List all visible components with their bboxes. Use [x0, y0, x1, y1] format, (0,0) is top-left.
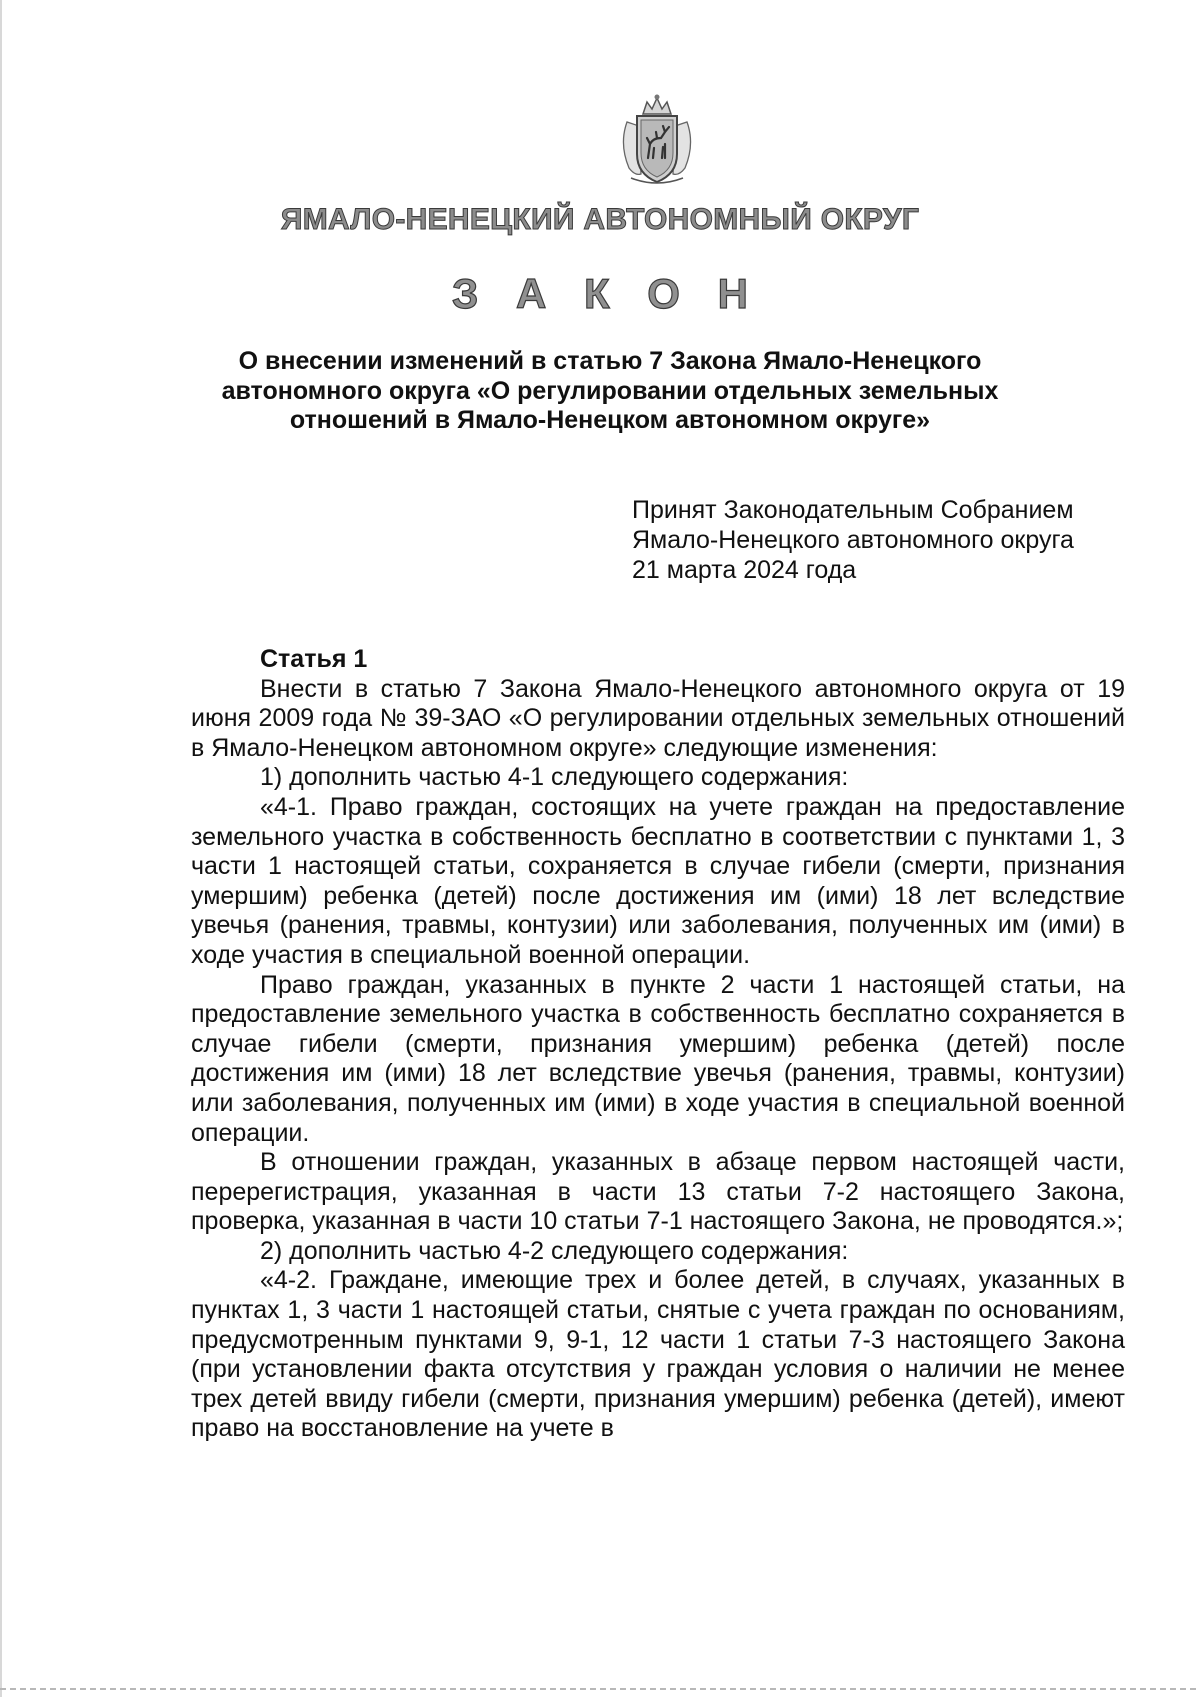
- article-body: [191, 645, 1125, 1444]
- law-title: [190, 347, 1030, 436]
- page-bottom-edge: [0, 1688, 1200, 1690]
- paragraph: 2) дополнить частью 4-2 следующего содержания:: [260, 1236, 849, 1265]
- document-type: З А К О Н: [452, 270, 761, 317]
- paragraph: «4-2. Граждане, имеющие трех и более детей, в случаях, указанных в пунктах 1, 3 части 1 настоящей статьи, снятые с учета граждан по основаниям, предусмотренным пунктами 9, 9-1, 12 части 1 статьи 7-3 настоящего Закона (при установлении факта отсутствия у граждан условия о наличии не менее трех детей ввиду гибели (смерти, признания умершим) ребенка (детей), имеют право на восстановление на учете в: [191, 1266, 1125, 1443]
- adoption-note: [632, 495, 1074, 585]
- adoption-line: Принят Законодательным Собранием: [632, 496, 1074, 524]
- region-title: ЯМАЛО-НЕНЕЦКИЙ АВТОНОМНЫЙ ОКРУГ: [280, 203, 920, 236]
- paragraph: Внести в статью 7 Закона Ямало-Ненецкого автономного округа от 19 июня 2009 года № 39-ЗАО «О регулировании отдельных земельных отношений в Ямало-Ненецком автономном округе» следующие изменения:: [191, 674, 1125, 762]
- coat-of-arms-icon: [617, 92, 697, 188]
- adoption-date: 21 марта 2024 года: [632, 556, 857, 584]
- adoption-line: Ямало-Ненецкого автономного округа: [632, 526, 1074, 554]
- paragraph: «4-1. Право граждан, состоящих на учете граждан на предоставление земельного участка в собственность бесплатно в соответствии с пунктами 1, 3 части 1 настоящей статьи, сохраняется в случае гибели (смерти, признания умершим) ребенка (детей) после достижения им (ими) 18 лет вследствие увечья (ранения, травмы, контузии) или заболевания, полученных им (ими) в ходе участия в специальной военной операции.: [191, 792, 1125, 969]
- law-title-line: О внесении изменений в статью 7 Закона Ямало-Ненецкого: [238, 347, 982, 375]
- article-title: Статья 1: [260, 645, 368, 673]
- paragraph: В отношении граждан, указанных в абзаце первом настоящей части, перерегистрация, указанная в части 13 статьи 7-2 настоящего Закона, проверка, указанная в части 10 статьи 7-1 настоящего Закона, не проводятся.»;: [191, 1148, 1125, 1236]
- law-title-line: отношений в Ямало-Ненецком автономном округе»: [289, 406, 931, 434]
- page-left-edge: [0, 0, 2, 1697]
- paragraph: Право граждан, указанных в пункте 2 части 1 настоящей статьи, на предоставление земельного участка в собственность бесплатно сохраняется в случае гибели (смерти, признания умершим) ребенка (детей) после достижения им (ими) 18 лет вследствие увечья (ранения, травмы, контузии) или заболевания, полученных им (ими) в ходе участия в специальной военной операции.: [191, 970, 1125, 1147]
- paragraph: 1) дополнить частью 4-1 следующего содержания:: [260, 763, 849, 792]
- law-title-line: автономного округа «О регулировании отдельных земельных: [221, 376, 999, 405]
